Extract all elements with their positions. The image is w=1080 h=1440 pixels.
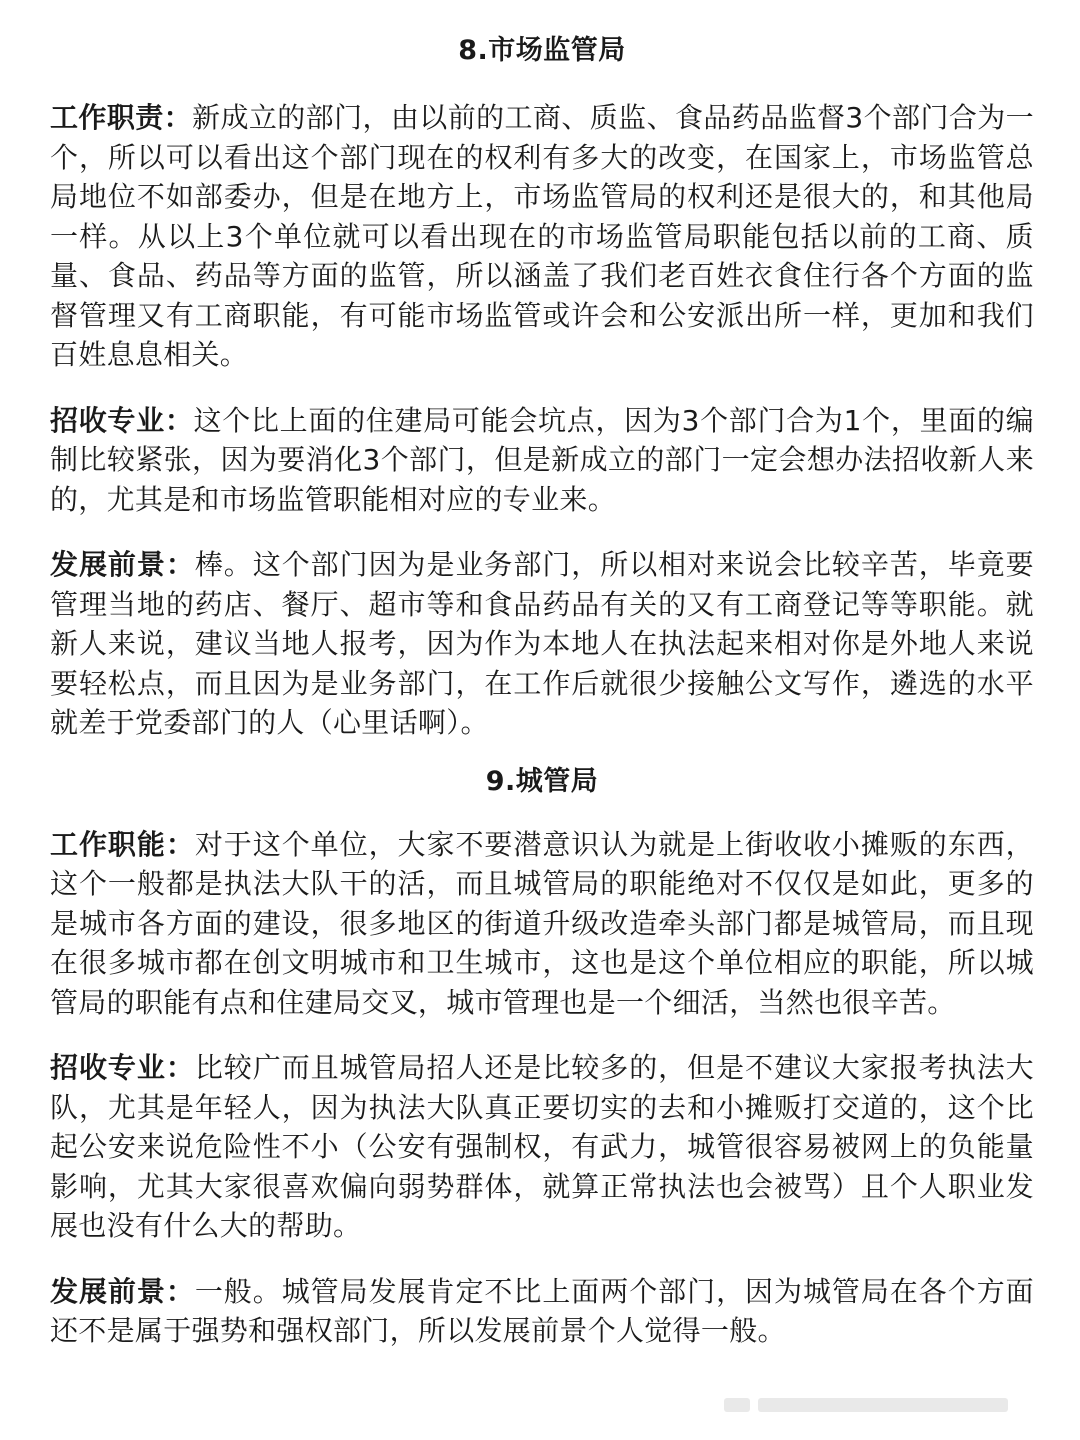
paragraph-urban-functions	[50, 825, 1034, 1023]
label-functions: 工作职能：	[50, 827, 195, 861]
paragraph-market-duties	[50, 98, 1034, 375]
section-title-urban-management: 9.城管局	[485, 765, 599, 797]
label-majors: 招收专业：	[50, 403, 194, 437]
text-prospects-urban: 一般。城管局发展肯定不比上面两个部门，因为城管局在各个方面还不是属于强势和强权部门，所以发展前景个人觉得一般。	[50, 1274, 1034, 1347]
label-prospects: 发展前景：	[50, 548, 195, 581]
text-functions: 对于这个单位，大家不要潜意识认为就是上街收收小摊贩的东西，这个一般都是执法大队干的活，而且城管局的职能绝对不仅仅是如此，更多的是城市各方面的建设，很多地区的街道升级改造牵头部门都是城管局，而且现在很多城市都在创文明城市和卫生城市，这也是这个单位相应的职能，所以城管局的职能有点和住建局交叉，城市管理也是一个细活，当然也很辛苦。	[50, 827, 1034, 1019]
label-majors-urban: 招收专业：	[50, 1051, 195, 1084]
text-majors: 这个比上面的住建局可能会坑点，因为3个部门合为1个，里面的编制比较紧张，因为要消化3个部门，但是新成立的部门一定会想办法招收新人来的，尤其是和市场监管职能相对应的专业来。	[50, 403, 1034, 516]
text-majors-urban: 比较广而且城管局招人还是比较多的，但是不建议大家报考执法大队，尤其是年轻人，因为执法大队真正要切实的去和小摊贩打交道的，这个比起公安来说危险性不小（公安有强制权，有武力，城管很容易被网上的负能量影响，尤其大家很喜欢偏向弱势群体，就算正常执法也会被骂）且个人职业发展也没有什么大的帮助。	[50, 1051, 1034, 1242]
watermark-text-blur	[758, 1398, 1008, 1412]
watermark-logo-icon	[724, 1398, 750, 1412]
paragraph-market-majors	[50, 401, 1034, 520]
paragraph-urban-prospects	[50, 1272, 1034, 1351]
text-prospects: 棒。这个部门因为是业务部门，所以相对来说会比较辛苦，毕竟要管理当地的药店、餐厅、超市等和食品药品有关的又有工商登记等等职能。就新人来说，建议当地人报考，因为作为本地人在执法起来相对你是外地人来说要轻松点，而且因为是业务部门，在工作后就很少接触公文写作，遴选的水平就差于党委部门的人（心里话啊）。	[50, 548, 1034, 739]
paragraph-market-prospects	[50, 545, 1034, 743]
label-prospects-urban: 发展前景：	[50, 1274, 195, 1308]
label-duties: 工作职责：	[50, 101, 193, 134]
paragraph-urban-majors	[50, 1048, 1034, 1246]
watermark	[724, 1396, 1024, 1414]
section-title-market-supervision: 8.市场监管局	[458, 35, 626, 66]
text-duties: 新成立的部门，由以前的工商、质监、食品药品监督3个部门合为一个，所以可以看出这个部门现在的权利有多大的改变，在国家上，市场监管总局地位不如部委办，但是在地方上，市场监管局的权利还是很大的，和其他局一样。从以上3个单位就可以看出现在的市场监管局职能包括以前的工商、质量、食品、药品等方面的监管，所以涵盖了我们老百姓衣食住行各个方面的监督管理又有工商职能，有可能市场监管或许会和公安派出所一样，更加和我们百姓息息相关。	[50, 101, 1034, 371]
